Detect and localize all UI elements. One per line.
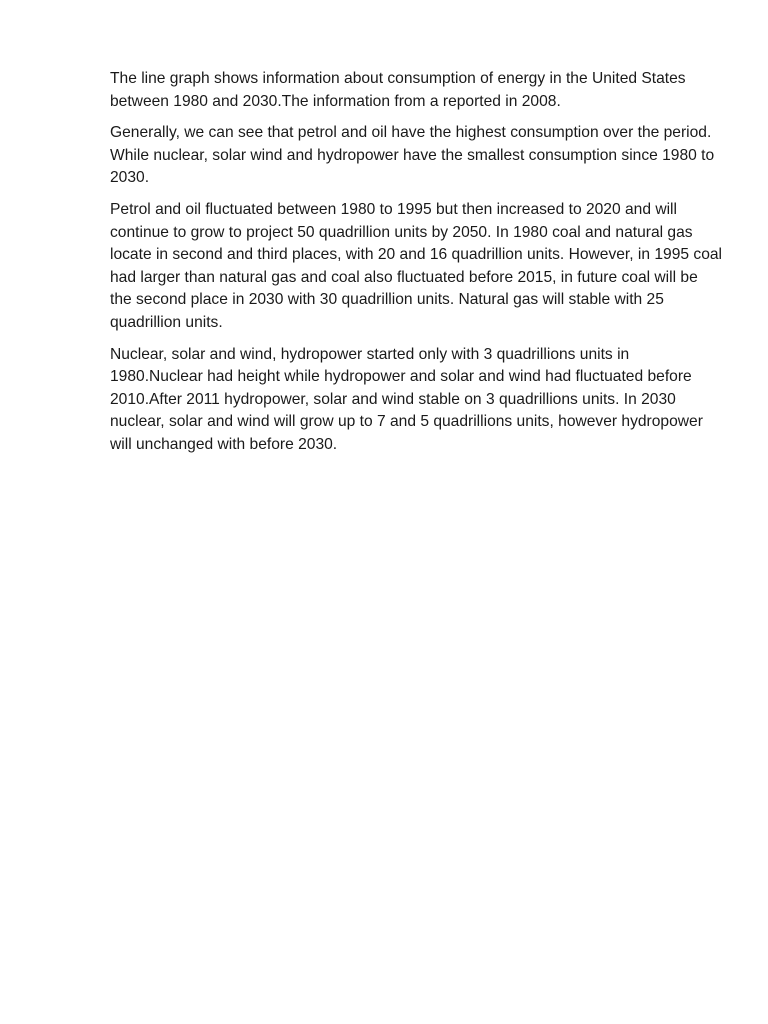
paragraph-detail-fossil: Petrol and oil fluctuated between 1980 to 1995 but then increased to 2020 and will continue to grow to project 50 quadrillion units by 2050. In 1980 coal and natural gas locate in second and third places, with 20 and 16 quadrillion units. However, in 1995 coal had larger than natural gas and coal also fluctuated before 2015, in future coal will be the second place in 2030 with 30 quadrillion units. Natural gas will stable with 25 quadrillion units. bbox=[110, 200, 723, 331]
document-body bbox=[110, 68, 722, 466]
paragraph-intro: The line graph shows information about consumption of energy in the United States between 1980 and 2030.The information from a reported in 2008. bbox=[110, 70, 686, 110]
paragraph-overview: Generally, we can see that petrol and oil have the highest consumption over the period. While nuclear, solar wind and hydropower have the smallest consumption since 1980 to 2030. bbox=[110, 124, 715, 187]
paragraph-detail-renewable: Nuclear, solar and wind, hydropower started only with 3 quadrillions units in 1980.Nuclear had height while hydropower and solar and wind had fluctuated before 2010.After 2011 hydropower, solar and wind stable on 3 quadrillions units. In 2030 nuclear, solar and wind will grow up to 7 and 5 quadrillions units, however hydropower will unchanged with before 2030. bbox=[110, 345, 703, 453]
